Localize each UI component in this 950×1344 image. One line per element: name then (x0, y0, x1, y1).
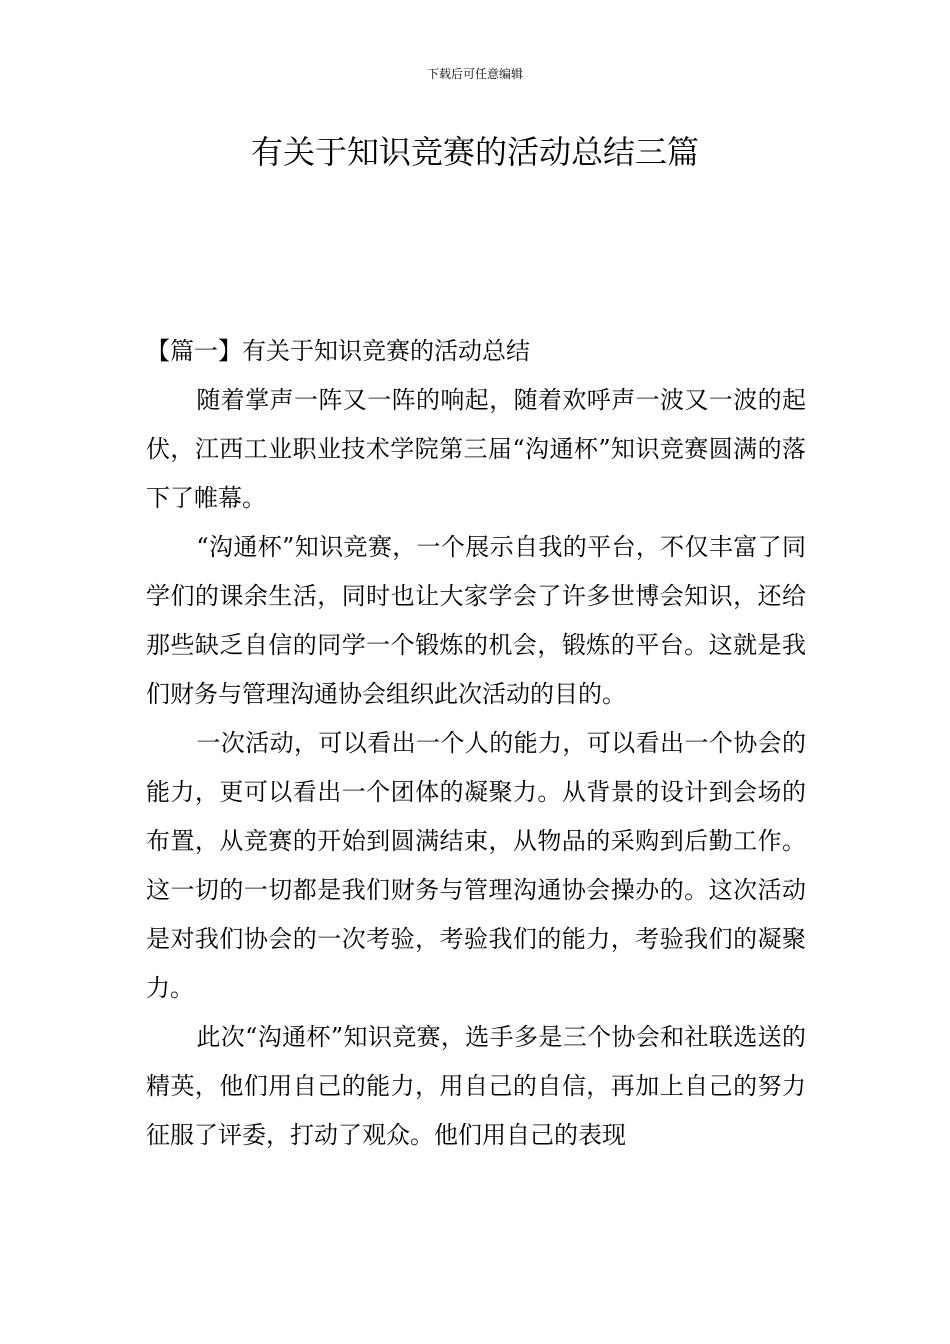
document-body (146, 327, 806, 1160)
paragraph-3: 一次活动，可以看出一个人的能力，可以看出一个协会的能力，更可以看出一个团体的凝聚力。从背景的设计到会场的布置，从竞赛的开始到圆满结束，从物品的采购到后勤工作。这一切的一切都是我们财务与管理沟通协会操办的。这次活动是对我们协会的一次考验，考验我们的能力，考验我们的凝聚力。 (146, 729, 806, 1002)
paragraph-2: “沟通杯”知识竞赛，一个展示自我的平台，不仅丰富了同学们的课余生活，同时也让大家学会了许多世博会知识，还给那些缺乏自信的同学一个锻炼的机会，锻炼的平台。这就是我们财务与管理沟通协会组织此次活动的目的。 (146, 533, 806, 708)
header-note: 下载后可任意编辑 (426, 67, 523, 81)
document-title: 有关于知识竞赛的活动总结三篇 (250, 133, 699, 171)
section-heading: 【篇一】有关于知识竞赛的活动总结 (146, 337, 530, 365)
paragraph-4: 此次“沟通杯”知识竞赛，选手多是三个协会和社联选送的精英，他们用自己的能力，用自己的自信，再加上自己的努力征服了评委，打动了观众。他们用自己的表现 (146, 1023, 806, 1149)
paragraph-1: 随着掌声一阵又一阵的响起，随着欢呼声一波又一波的起伏，江西工业职业技术学院第三届“沟通杯”知识竞赛圆满的落下了帷幕。 (146, 386, 806, 512)
